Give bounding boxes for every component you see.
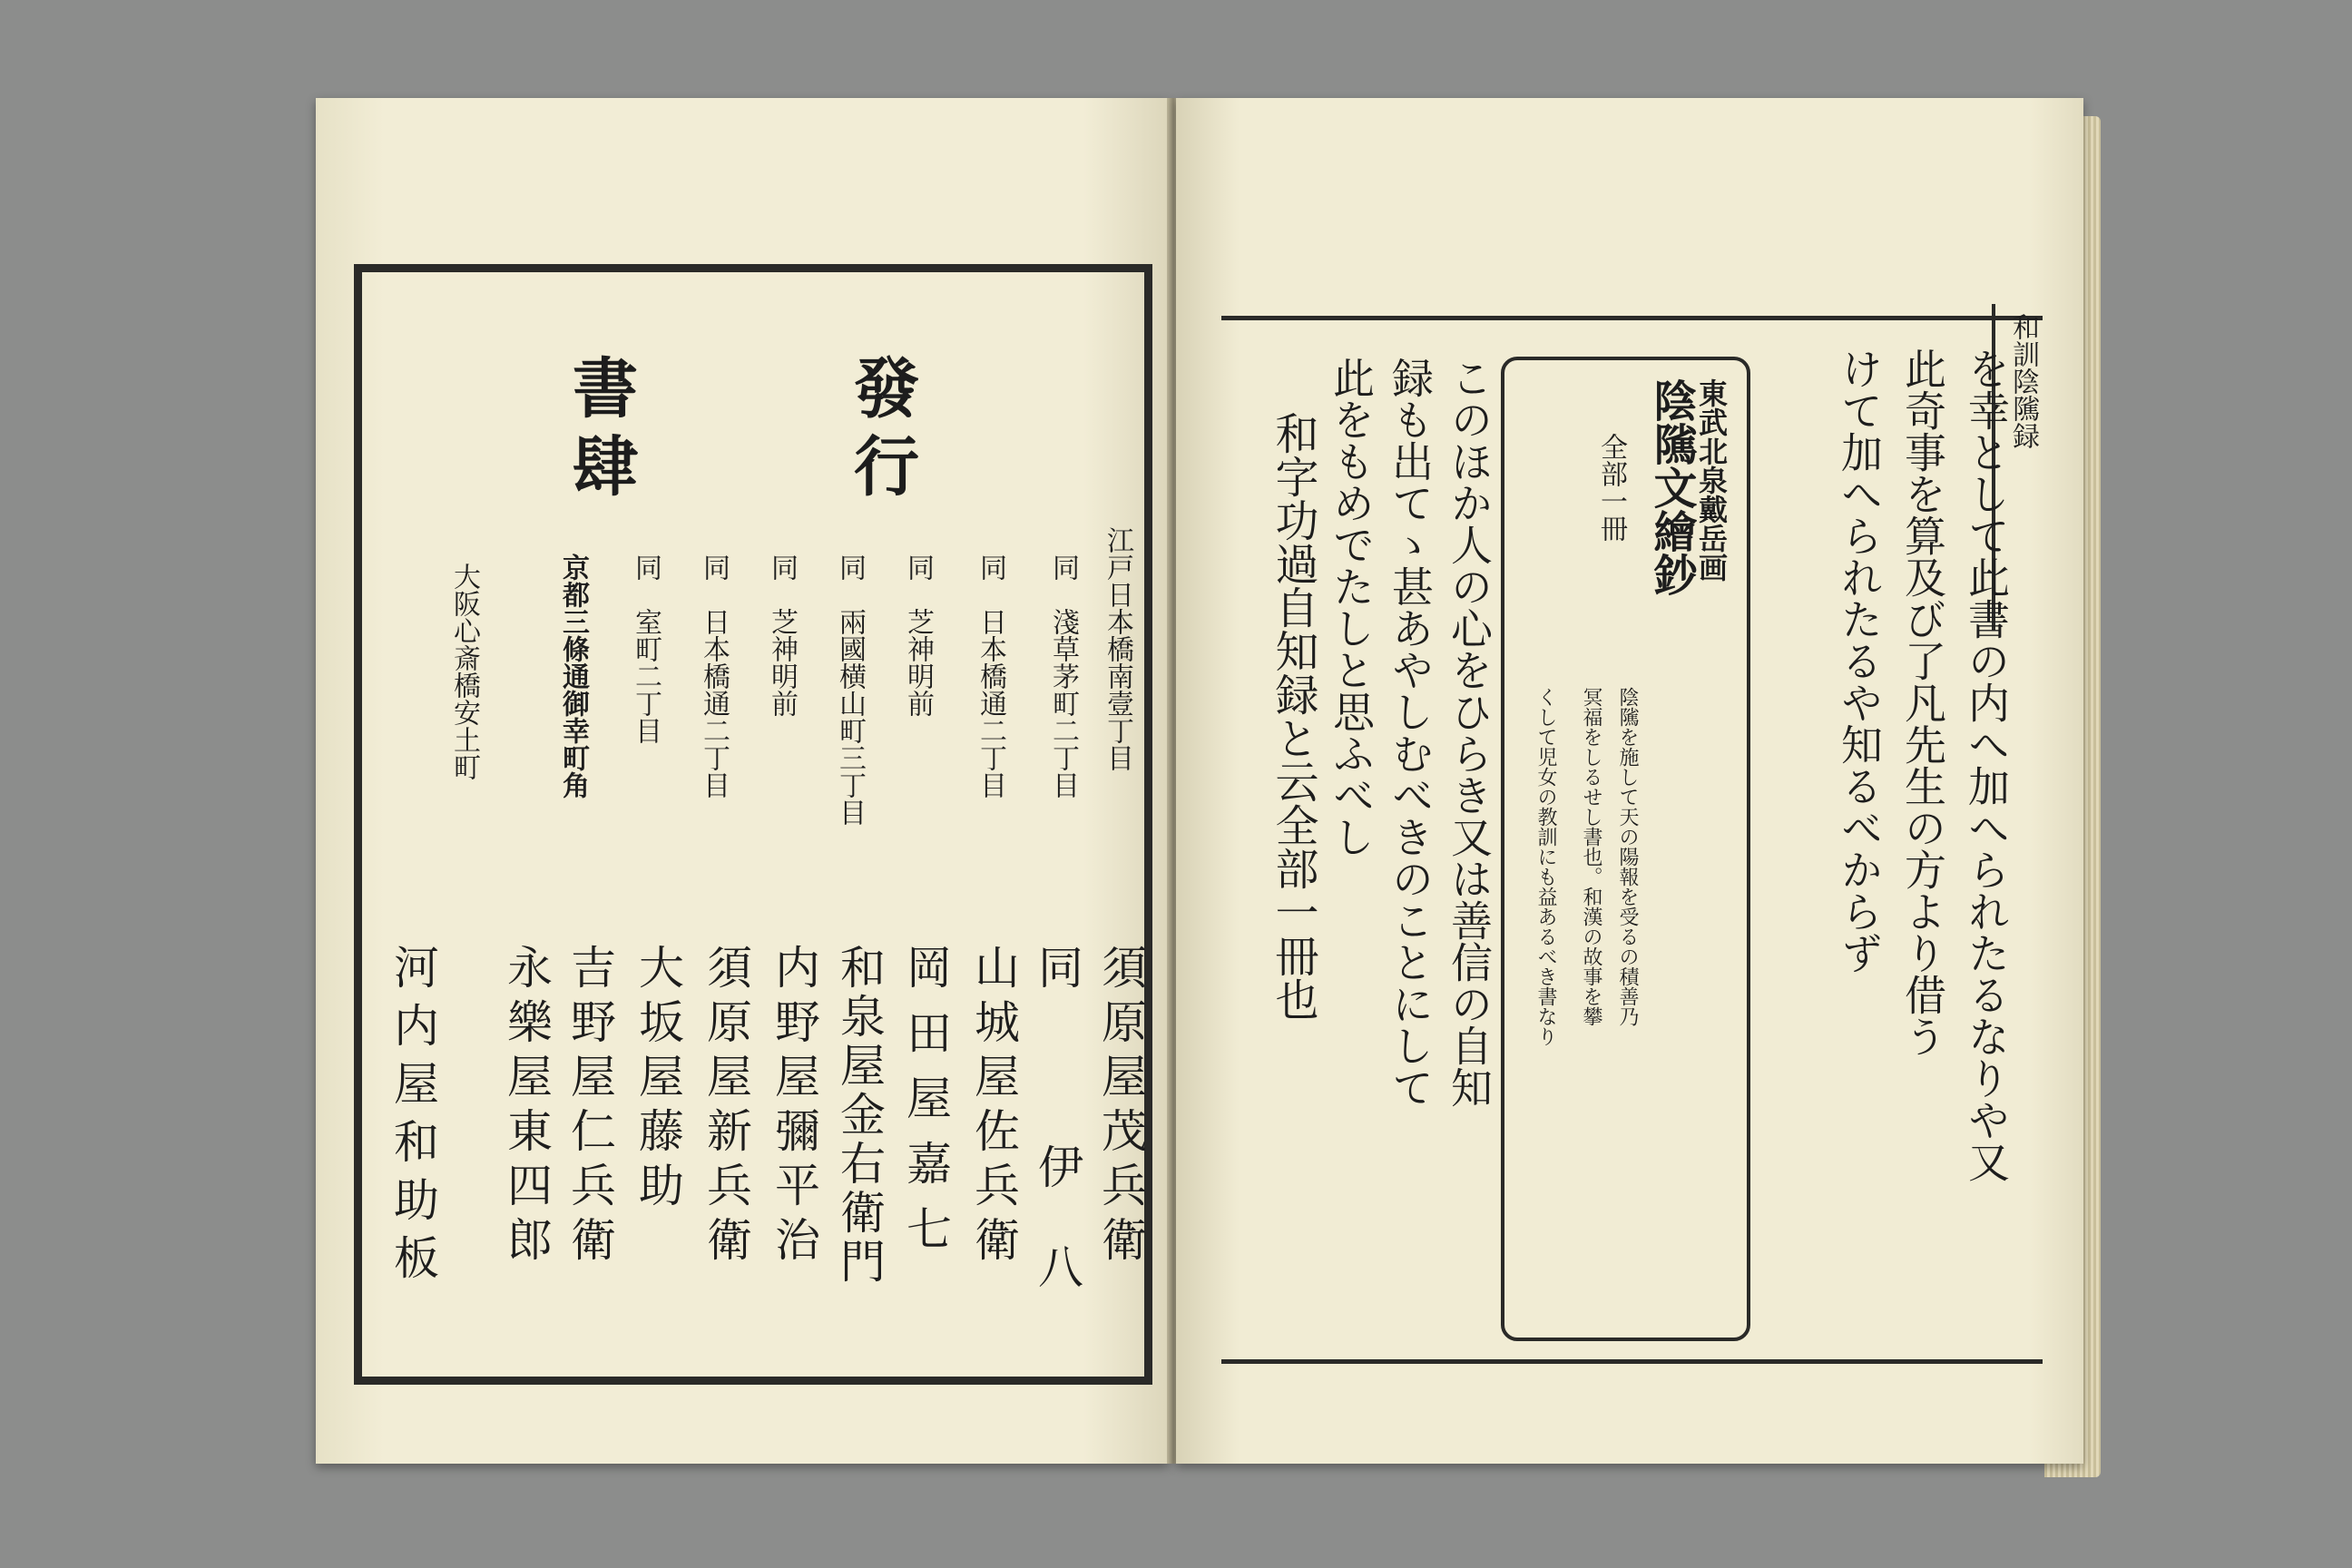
header-shorin: 書肆 [562,354,639,510]
main-text-5: このほか人の心をひらき又は善信の自知 [1445,357,1494,1108]
main-text-1: を幸として此書の内へ加へられたるなりや又 [1962,348,2011,1182]
address-2: 同 淺草茅町二丁目 [1047,554,1079,799]
address-7: 同 日本橋通二丁目 [698,554,730,799]
left-page [316,98,1169,1464]
margin-title: 和訓陰隲録 [2007,313,2039,449]
ad-volumes: 全部一冊 [1595,433,1627,542]
publisher-8: 大坂屋藤助 [632,944,684,1216]
publisher-5: 和泉屋金右衛門 [833,944,886,1287]
ad-author: 東武北泉戴岳画 [1694,378,1729,582]
publisher-1: 須原屋茂兵衛 [1094,944,1147,1270]
publisher-9: 吉野屋仁兵衛 [564,944,616,1270]
main-text-6: 録も出てゝ甚あやしむべきのことにして [1386,357,1435,1108]
main-text-8: 和字功過自知録と云全部一冊也 [1268,411,1318,1021]
address-5: 同 兩國横山町三丁目 [834,554,866,826]
publisher-11: 河内屋和助板 [387,944,439,1292]
address-4: 同 芝神明前 [902,554,934,717]
ad-desc-2: 冥福をしるせし書也。和漢の故事を攀 [1580,687,1602,1026]
ad-title: 陰隲文繪鈔 [1646,378,1697,596]
publisher-4: 岡田屋嘉七 [899,944,952,1270]
ad-desc-3: くして児女の教訓にも益あるべき書なり [1534,687,1557,1046]
header-hakko: 發行 [843,354,920,510]
publisher-7: 須原屋新兵衛 [700,944,752,1270]
address-8: 同 室町二丁目 [630,554,662,744]
address-1: 江戸日本橋南壹丁目 [1102,526,1133,771]
publisher-3: 山城屋佐兵衛 [967,944,1020,1270]
main-text-2: 此奇事を算及び了凡先生の方より借う [1898,348,1947,1057]
main-text-7: 此をもめでたしと思ふべし [1327,357,1376,858]
open-book [316,98,2103,1464]
text-frame [1221,313,2043,1364]
main-text-3: けて加へられたるや知るべからず [1835,348,1884,974]
publisher-10: 永樂屋東四郎 [500,944,553,1270]
address-6: 同 芝神明前 [766,554,798,717]
right-page [1176,98,2083,1464]
address-3: 同 日本橋通二丁目 [975,554,1006,799]
address-9: 京都三條通御幸町角 [557,554,589,799]
publisher-2: 同 伊八 [1031,944,1083,1343]
advertisement-box [1501,357,1750,1341]
colophon-frame [354,264,1152,1385]
ad-desc-1: 陰隲を施して天の陽報を受るの積善乃 [1616,687,1639,1026]
address-10: 大阪心斎橋安土町 [448,563,480,780]
publisher-6: 内野屋彌平治 [768,944,820,1270]
